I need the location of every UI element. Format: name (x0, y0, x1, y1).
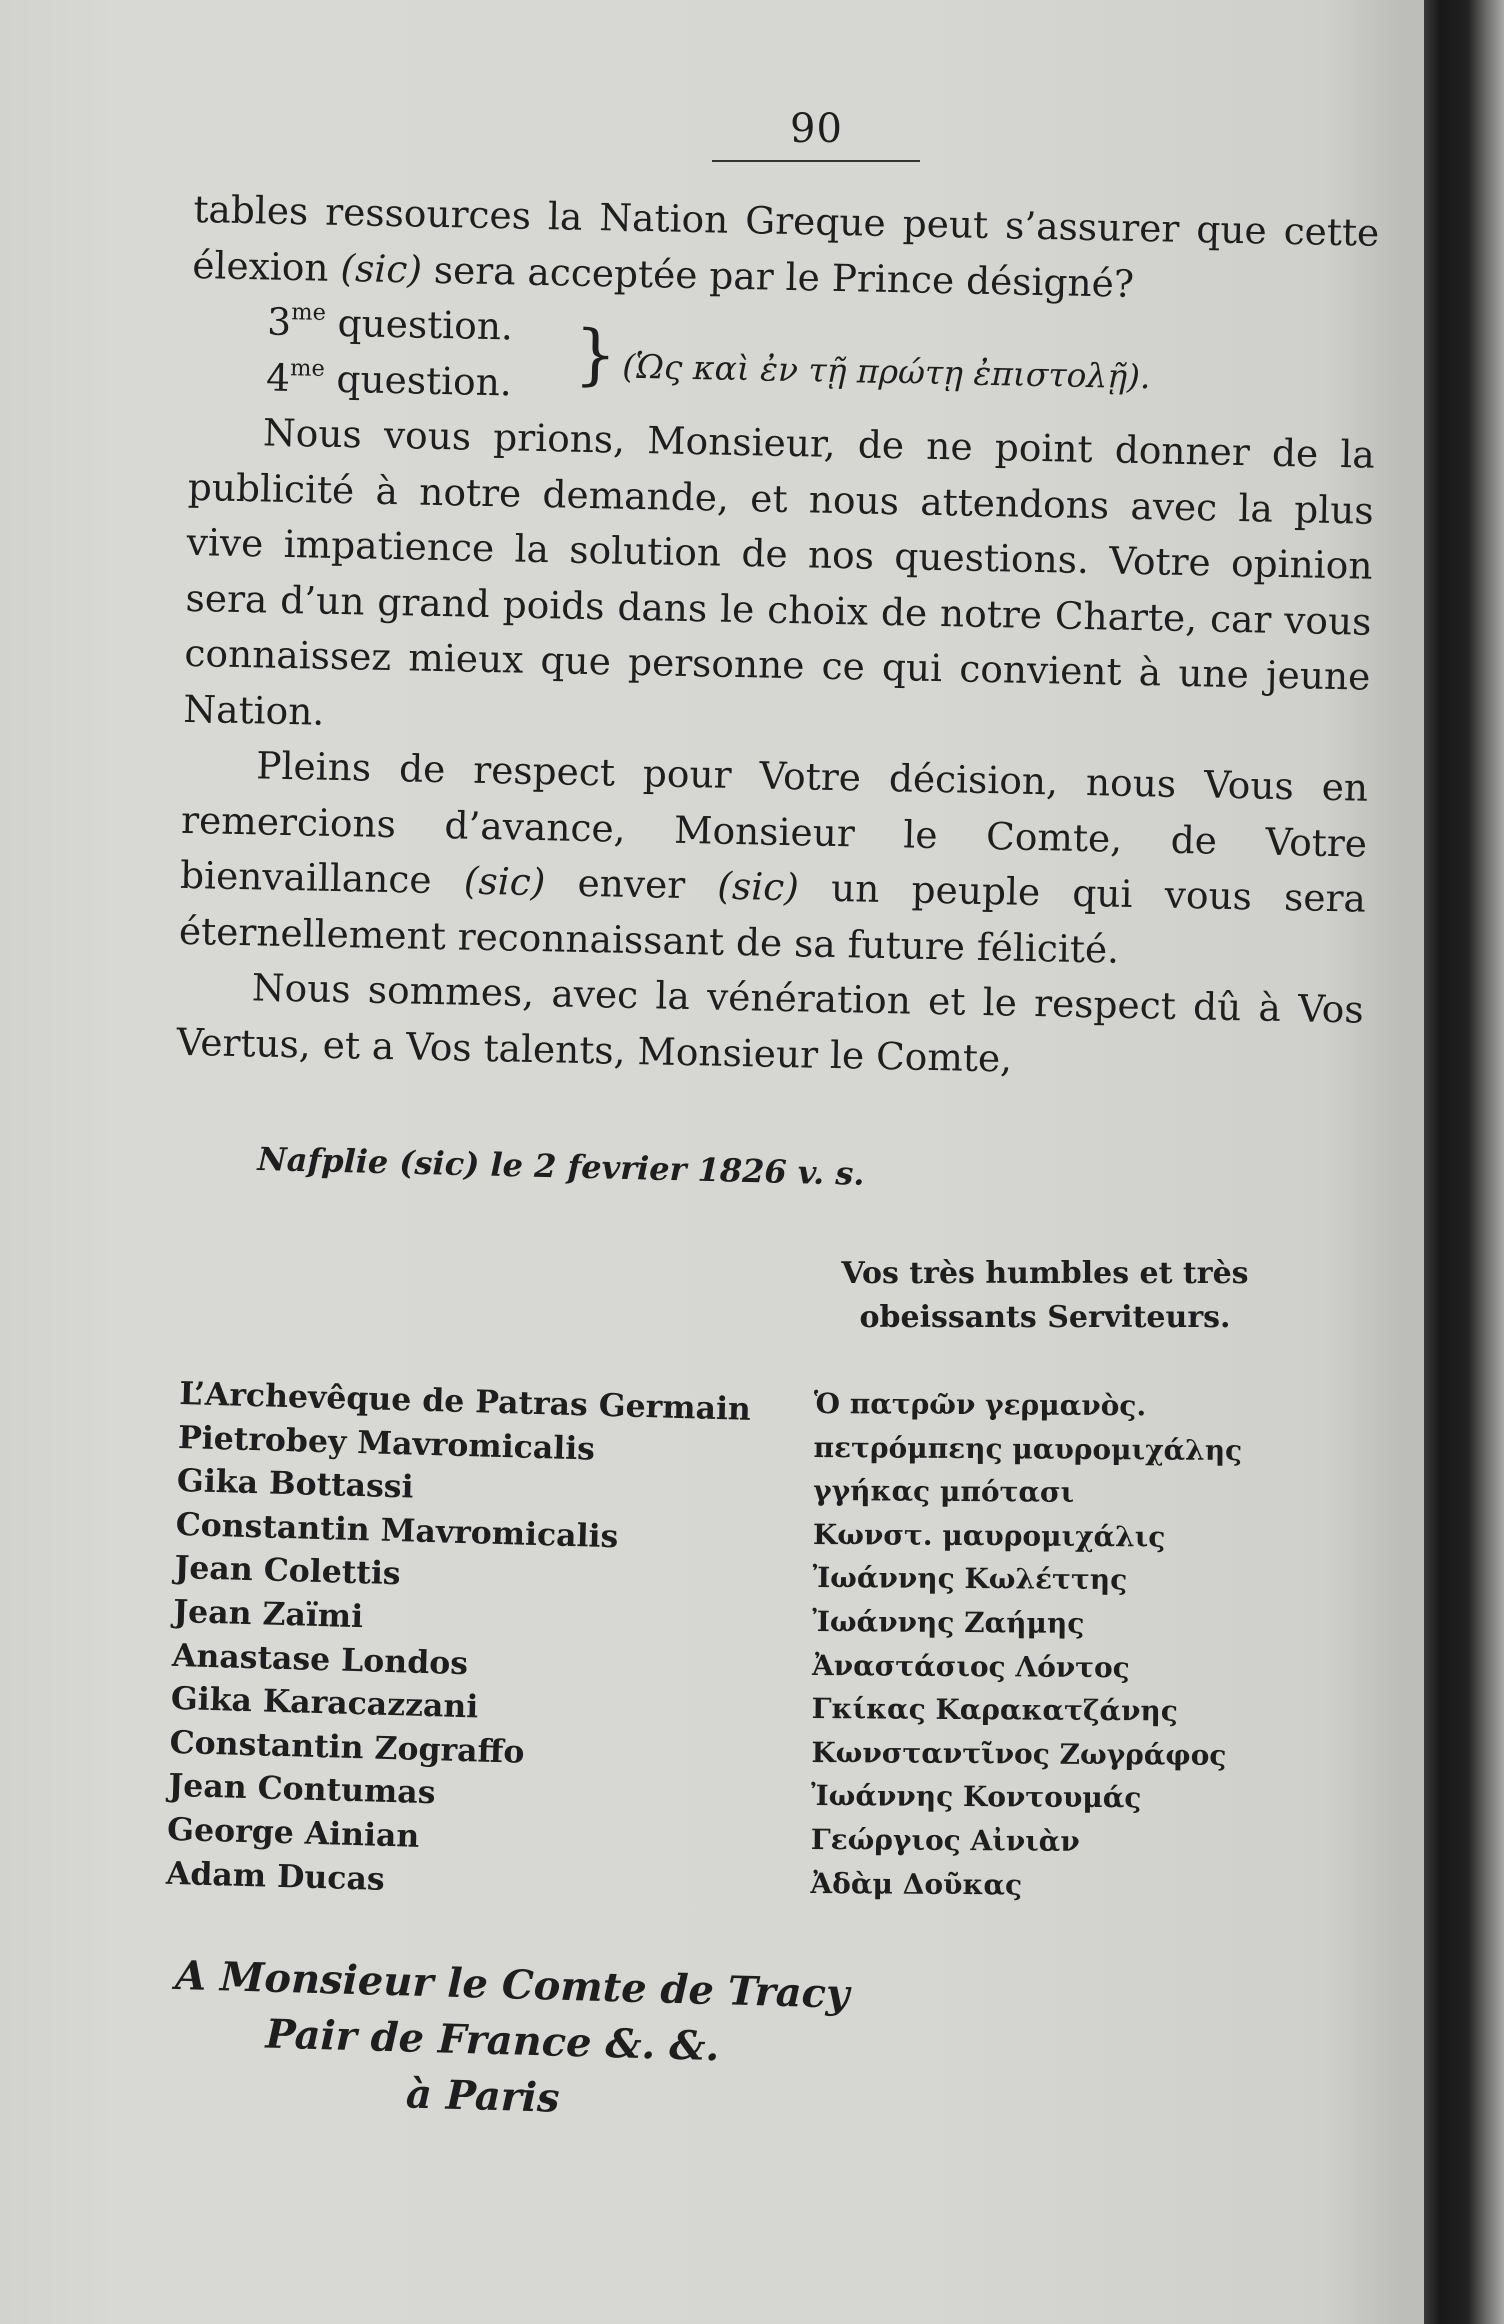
signatory-greek: Γκίκας Καρακατζάνης (811, 1692, 1178, 1728)
signatory-latin: Jean Contumas (167, 1767, 436, 1812)
addressee-line-2: Pair de France &. &. (264, 2010, 721, 2071)
signatory-latin: Jean Zaïmi (172, 1592, 364, 1636)
paragraph-3-text-mid: enver (577, 860, 686, 907)
page-number-rule (712, 160, 920, 162)
signatory-latin: Constantin Mavromicalis (175, 1505, 619, 1556)
paragraph-2: Nous vous prions, Monsieur, de ne point donner de la publicité à notre demande, et nous attendons avec la plus vive impatience la solution de nos questions. Votre opinion sera d’un grand poids dans le choix de notre Charte, car vous connaissez mieux que personne ce qui convient à une jeune Nation. (182, 410, 1376, 734)
paragraph-3-text-end: un peuple qui vous sera éternellement reconnaissant de sa future félicité. (178, 865, 1367, 972)
question-4-ordinal: me (289, 354, 326, 382)
signatory-greek: Ἀδὰμ Δοῦκας (810, 1866, 1023, 1901)
signatories-latin-list (165, 1372, 751, 1911)
signatory-latin: Pietrobey Mavromicalis (177, 1418, 596, 1468)
signatory-greek: Ἀναστάσιος Λόντος (811, 1648, 1130, 1684)
letter-body (176, 182, 1380, 1094)
signatory-greek: Γεώργιος Αἰνιὰν (810, 1822, 1080, 1858)
question-4-number: 4 (265, 354, 291, 400)
closing-line-2: obeissants Serviteurs. (859, 1300, 1231, 1335)
signatory-greek: πετρόμπεης μαυρομιχάλης (813, 1430, 1243, 1467)
question-3-label: question. (337, 300, 514, 349)
signatory-greek: Ἰωάννης Ζαήμης (812, 1604, 1085, 1640)
sic-note: (sic) (716, 863, 800, 910)
dateline: Nafplie (sic) le 2 fevrier 1826 v. s. (257, 1140, 866, 1193)
signatory-latin: Adam Ducas (165, 1854, 386, 1898)
signatory-latin: George Ainian (166, 1810, 420, 1855)
addressee-line-1: A Monsieur le Comte de Tracy (174, 1951, 850, 2018)
question-3-ordinal: me (291, 299, 327, 326)
paragraph-3-text: Pleins de respect pour Votre décision, nous Vous en remercions d’avance, Monsieur le Comte, de Votre bienvaillance (179, 743, 1369, 902)
brace-note: (Ὡς καὶ ἐν τῇ πρώτῃ ἐπιστολῇ). (621, 346, 1151, 397)
signatory-greek: Κωνστ. μαυρομιχάλις (812, 1517, 1166, 1554)
signatories-greek-list (810, 1382, 1242, 1908)
addressee-line-3: à Paris (405, 2070, 561, 2122)
sic-note: (sic) (463, 858, 546, 905)
signatory-latin: L’Archevêque de Patras Germain (178, 1374, 752, 1428)
signatory-greek: Ἰωάννης Κοντουμάς (810, 1779, 1142, 1815)
question-3-number: 3 (266, 299, 292, 344)
paragraph-3 (178, 737, 1368, 983)
brace-icon: } (573, 315, 618, 394)
signatory-latin: Gika Karacazzani (170, 1680, 479, 1726)
signatory-latin: Gika Bottassi (176, 1462, 415, 1506)
sic-note: (sic) (340, 245, 423, 292)
question-4-label: question. (336, 356, 513, 404)
signatory-latin: Jean Colettis (174, 1549, 402, 1593)
paragraph-1-text-end: sera acceptée par le Prince désigné? (433, 247, 1135, 306)
page-number: 90 (790, 106, 843, 152)
signatory-greek: γγήκας μπότασι (813, 1474, 1075, 1510)
addressee-block (171, 1948, 850, 2135)
signatory-greek: Κωνσταντῖνος Ζωγράφος (811, 1735, 1227, 1772)
paragraph-1-text: tables ressources la Nation Greque peut s’assurer que cette élexion (191, 186, 1380, 290)
signatory-latin: Anastase Londos (171, 1636, 469, 1682)
signatory-greek: Ὁ πατρῶν γερμανὸς. (813, 1386, 1147, 1423)
closing-salutation (815, 1252, 1275, 1340)
paragraph-4: Nous sommes, avec la vénération et le respect dû à Vos Vertus, et a Vos talents, Monsieur le Comte, (176, 965, 1365, 1081)
closing-line-1: Vos très humbles et très (841, 1256, 1249, 1291)
signatory-latin: Constantin Zograffo (169, 1723, 525, 1771)
book-binding-edge (1424, 0, 1504, 2324)
signatory-greek: Ἰωάννης Κωλέττης (812, 1561, 1128, 1597)
